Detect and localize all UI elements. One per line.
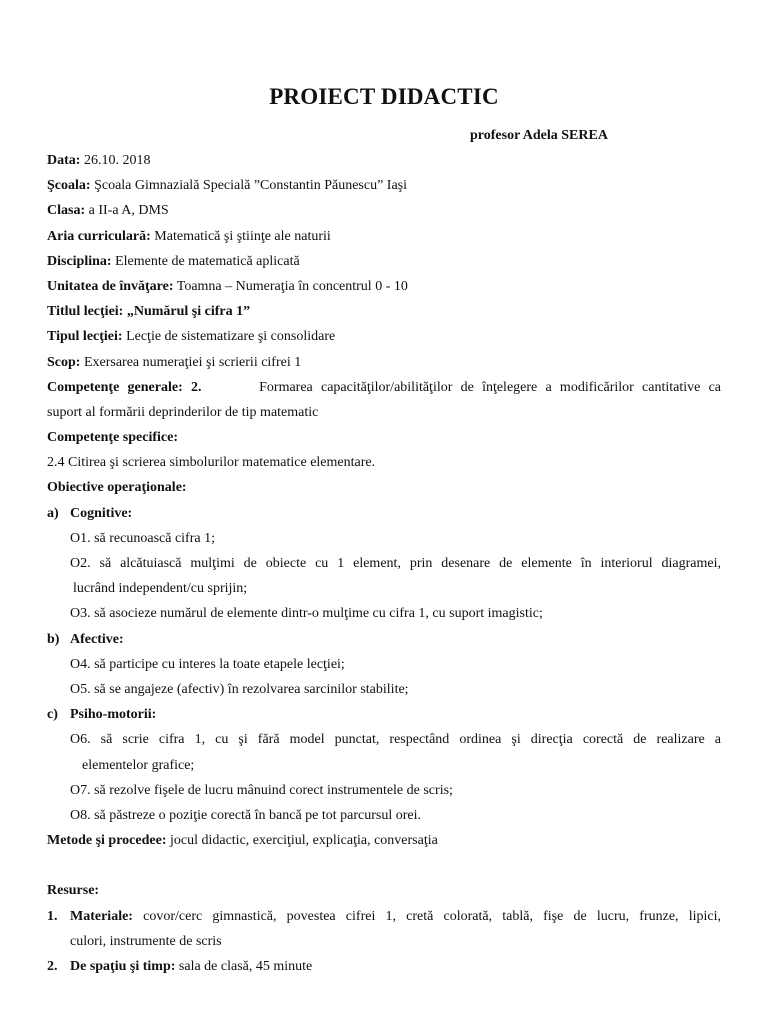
- field-value: Exersarea numeraţiei şi scrierii cifrei 1: [80, 354, 302, 370]
- objective-o8: O8. să păstreze o poziţie corectă în bancă pe tot parcursul orei.: [70, 807, 422, 823]
- field-titlul: [47, 303, 721, 328]
- objective-o3: O3. să asocieze numărul de elemente dintr-o mulţime cu cifra 1, cu suport imagistic;: [70, 606, 543, 622]
- field-aria: [47, 228, 721, 253]
- obiective-cognitive-heading: [47, 505, 721, 530]
- field-competente-generale-cont: suport al formării deprinderilor de tip matematic: [47, 404, 319, 420]
- field-competente-generale: [47, 379, 721, 404]
- field-tipul: [47, 328, 721, 353]
- list-marker: 2.: [47, 959, 58, 974]
- document-title: PROIECT DIDACTIC: [269, 84, 499, 109]
- field-scop: [47, 354, 721, 379]
- field-value: jocul didactic, exerciţiul, explicaţia, conversaţia: [166, 833, 438, 849]
- objective-o2-cont: lucrând independent/cu sprijin;: [73, 581, 248, 597]
- subsection-label: Psiho-motorii:: [70, 707, 157, 723]
- field-label: Competenţe generale: 2.: [47, 379, 202, 395]
- field-metode: [47, 832, 721, 857]
- field-label: Metode şi procedee:: [47, 833, 167, 849]
- objective-o6-cont: elementelor grafice;: [82, 757, 195, 773]
- objective-o1: O1. să recunoască cifra 1;: [70, 530, 215, 546]
- objective-o5: O5. să se angajeze (afectiv) în rezolvarea sarcinilor stabilite;: [70, 681, 409, 697]
- field-value: covor/cerc gimnastică, povestea cifrei 1, cretă colorată, tablă, fişe de lucru, frunze, lipici,: [132, 908, 721, 924]
- subsection-label: Cognitive:: [70, 505, 133, 521]
- field-label: Titlul lecţiei:: [47, 304, 124, 320]
- section-competente-specifice: Competenţe specifice:: [47, 430, 179, 446]
- field-clasa: [47, 202, 721, 227]
- field-value: Formarea capacităţilor/abilităţilor de înţelegere a modificărilor cantitative ca: [259, 379, 721, 395]
- field-value: Lecţie de sistematizare şi consolidare: [122, 329, 336, 345]
- field-disciplina: [47, 253, 721, 278]
- resurse-spatiu-timp: [47, 958, 721, 983]
- field-label: Tipul lecţiei:: [47, 329, 123, 345]
- field-unitatea: [47, 278, 721, 303]
- list-marker: b): [47, 631, 60, 647]
- list-marker: 1.: [47, 908, 58, 924]
- field-label: De spaţiu şi timp:: [70, 959, 176, 974]
- list-marker: a): [47, 505, 59, 521]
- resurse-materiale-cont: culori, instrumente de scris: [70, 933, 222, 949]
- field-label: Data:: [47, 153, 81, 168]
- field-scoala: [47, 177, 721, 202]
- objective-o7: O7. să rezolve fişele de lucru mânuind corect instrumentele de scris;: [70, 782, 453, 798]
- resurse-materiale: [47, 908, 721, 933]
- field-label: Clasa:: [47, 203, 86, 219]
- field-value: Elemente de matematică aplicată: [111, 253, 300, 269]
- subsection-label: Afective:: [70, 631, 124, 647]
- spacer: [47, 857, 721, 882]
- field-label: Unitatea de învăţare:: [47, 278, 174, 294]
- field-label: Şcoala:: [47, 178, 91, 194]
- document-body: [47, 152, 721, 983]
- obiective-psihomotorii-heading: [47, 706, 721, 731]
- field-label: Aria curriculară:: [47, 228, 151, 244]
- objective-o4: O4. să participe cu interes la toate etapele lecţiei;: [70, 656, 345, 672]
- field-label: Materiale:: [70, 908, 133, 924]
- author-line: profesor Adela SEREA: [470, 128, 608, 143]
- list-marker: c): [47, 707, 58, 723]
- objective-o6: O6. să scrie cifra 1, cu şi fără model punctat, respectând ordinea şi direcţia corectă de realizare a: [70, 732, 721, 748]
- field-data: [47, 152, 721, 177]
- competenta-specifica: 2.4 Citirea şi scrierea simbolurilor matematice elementare.: [47, 455, 376, 471]
- field-value: „Numărul şi cifra 1”: [123, 304, 251, 320]
- field-label: Scop:: [47, 354, 81, 370]
- field-value: a II-a A, DMS: [85, 203, 169, 219]
- section-resurse: Resurse:: [47, 883, 100, 899]
- objective-o2: O2. să alcătuiască mulţimi de obiecte cu 1 element, prin desenare de elemente în interiorul diagramei,: [70, 556, 721, 571]
- field-label: Disciplina:: [47, 253, 112, 269]
- field-value: Toamna – Numeraţia în concentrul 0 - 10: [173, 278, 408, 294]
- field-value: sala de clasă, 45 minute: [175, 959, 313, 974]
- field-value: Matematică şi ştiinţe ale naturii: [150, 228, 331, 244]
- field-value: 26.10. 2018: [80, 153, 151, 168]
- obiective-afective-heading: [47, 631, 721, 656]
- section-obiective: Obiective operaţionale:: [47, 480, 187, 496]
- field-value: Şcoala Gimnazială Specială ”Constantin Păunescu” Iaşi: [90, 178, 408, 194]
